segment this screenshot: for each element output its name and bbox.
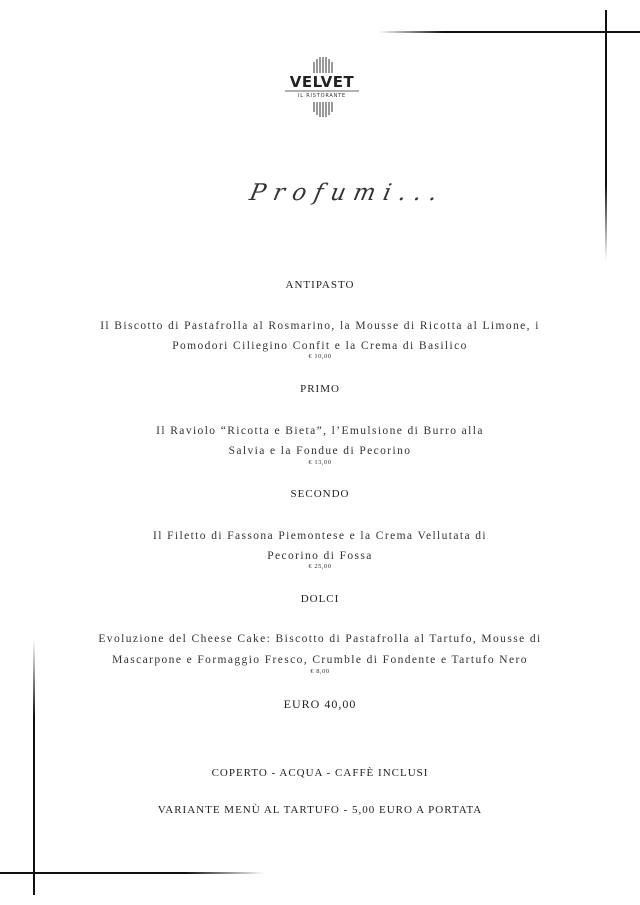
dish-primo-line2: Salvia e la Fondue di Pecorino [228, 445, 412, 457]
section-title-primo: PRIMO [300, 383, 340, 395]
price-primo: € 13,00 [308, 459, 332, 466]
dish-antipasto-line2: Pomodori Ciliegino Confit e la Crema di Basilico [172, 340, 468, 352]
menu-heading: Profumi... [247, 180, 448, 206]
frame-line-top-right-vertical [605, 10, 607, 260]
truffle-variant-note: VARIANTE MENÙ AL TARTUFO - 5,00 EURO A PORTATA [157, 804, 483, 816]
dish-secondo-line1: Il Filetto di Fassona Piemontese e la Crema Vellutata di [152, 530, 488, 542]
frame-line-top-right-horizontal [378, 31, 640, 33]
dish-antipasto-line1: Il Biscotto di Pastafrolla al Rosmarino, la Mousse di Ricotta al Limone, i [100, 320, 540, 332]
section-title-secondo: SECONDO [290, 488, 350, 500]
section-title-antipasto: ANTIPASTO [285, 279, 355, 291]
section-title-dolci: DOLCI [300, 593, 340, 605]
price-antipasto: € 10,00 [308, 353, 332, 360]
price-secondo: € 25,00 [308, 563, 332, 570]
frame-line-bottom-left-vertical [33, 640, 35, 895]
menu-total-price: EURO 40,00 [283, 697, 357, 711]
dish-dolci-line1: Evoluzione del Cheese Cake: Biscotto di Pastafrolla al Tartufo, Mousse di [98, 633, 542, 645]
dish-dolci-line2: Mascarpone e Formaggio Fresco, Crumble di Fondente e Tartufo Nero [112, 654, 528, 666]
dish-primo-line1: Il Raviolo “Ricotta e Bieta”, l’Emulsione di Burro alla [156, 425, 484, 437]
price-dolci: € 8,00 [310, 668, 330, 675]
logo-name: VELVET [289, 73, 355, 91]
frame-line-bottom-left-horizontal [0, 872, 265, 874]
dish-secondo-line2: Pecorino di Fossa [267, 550, 373, 562]
velvet-logo [283, 56, 361, 118]
logo-subtitle: IL RISTORANTE [297, 93, 346, 99]
included-items-note: COPERTO - ACQUA - CAFFÈ INCLUSI [211, 767, 429, 779]
